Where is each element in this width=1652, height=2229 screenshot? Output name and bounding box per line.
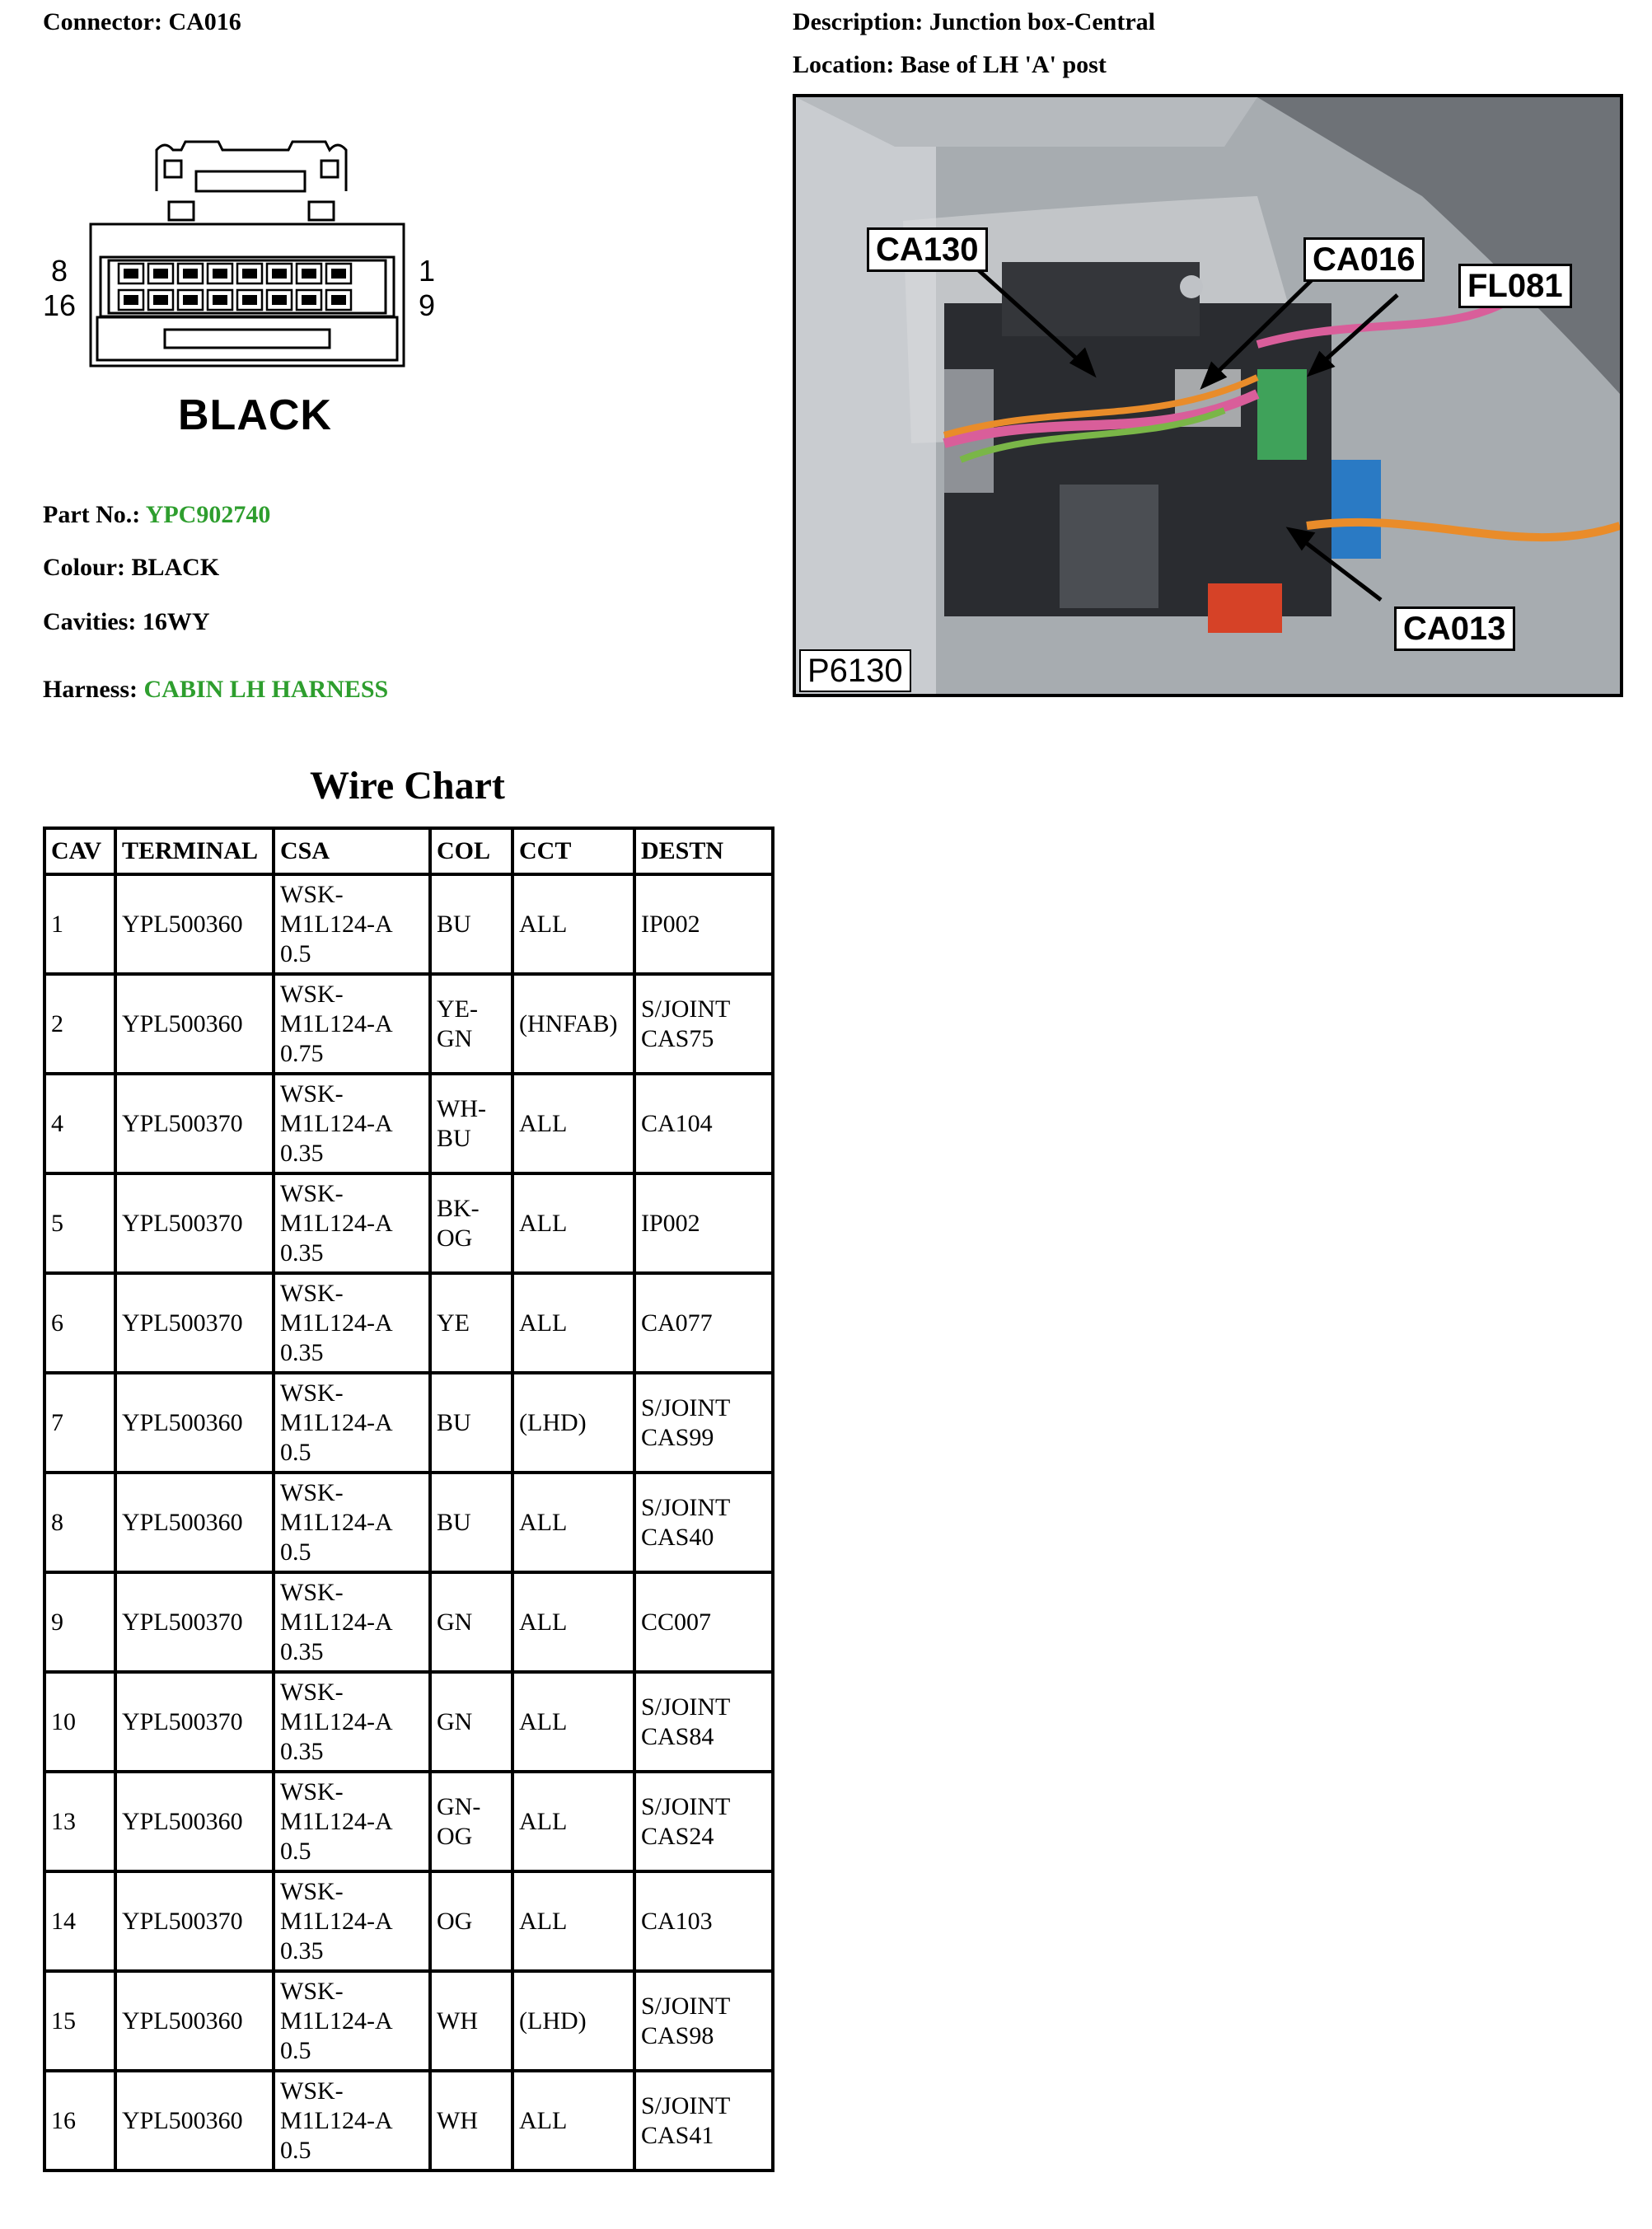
cell-col [430, 1672, 512, 1772]
wire-chart-title: Wire Chart [310, 764, 505, 808]
csa-line: M1L124-A [280, 1807, 393, 1835]
connector-line [43, 8, 241, 36]
cell-cct: ALL [512, 2071, 634, 2170]
destn-line: S/JOINT [641, 1493, 731, 1521]
colour-line [43, 554, 219, 582]
diagram-color-caption: BLACK [178, 391, 332, 439]
harness-link[interactable]: CABIN LH HARNESS [143, 676, 389, 703]
wire-row [44, 1473, 773, 1572]
cell-csa [274, 1273, 430, 1373]
col-line: BU [437, 1124, 471, 1152]
destn-line: IP002 [641, 910, 700, 938]
csa-line: WSK- [280, 1977, 344, 2005]
wire-row [44, 874, 773, 974]
col-line: YE- [437, 995, 478, 1023]
cell-terminal: YPL500360 [115, 1473, 274, 1572]
connector-label: Connector: [43, 8, 162, 35]
cell-destn [634, 1871, 773, 1971]
col-line: WH [437, 2007, 478, 2035]
cell-destn [634, 1772, 773, 1871]
csa-line: WSK- [280, 880, 344, 908]
cell-csa [274, 1871, 430, 1971]
col-line: OG [437, 1822, 473, 1850]
cell-cct: (LHD) [512, 1971, 634, 2071]
csa-line: 0.35 [280, 1139, 324, 1167]
photo-callout-ca016: CA016 [1303, 237, 1425, 282]
destn-line: CAS98 [641, 2021, 714, 2049]
cell-col [430, 2071, 512, 2170]
col-header-csa: CSA [274, 828, 430, 874]
part-no-line [43, 501, 270, 529]
wire-row [44, 1373, 773, 1473]
photo-illustration [796, 97, 1620, 694]
col-line: GN [437, 1608, 473, 1636]
csa-line: 0.35 [280, 1338, 324, 1366]
cell-csa [274, 974, 430, 1074]
wire-row [44, 1971, 773, 2071]
location-label: Location: [793, 51, 895, 78]
destn-line: S/JOINT [641, 995, 731, 1023]
wire-row [44, 1173, 773, 1273]
csa-line: M1L124-A [280, 1209, 393, 1237]
cell-cav: 9 [44, 1572, 115, 1672]
col-line: BU [437, 910, 471, 938]
csa-line: 0.35 [280, 1737, 324, 1765]
wire-table-body [44, 874, 773, 2170]
pin-label-top-left: 8 [51, 254, 68, 288]
cavities-line [43, 608, 209, 636]
destn-line: CAS99 [641, 1423, 714, 1451]
destn-line: CA077 [641, 1309, 713, 1337]
cell-cav: 1 [44, 874, 115, 974]
col-header-terminal: TERMINAL [115, 828, 274, 874]
csa-line: WSK- [280, 1578, 344, 1606]
description-line [793, 8, 1155, 36]
cell-terminal: YPL500370 [115, 1173, 274, 1273]
csa-line: 0.75 [280, 1039, 324, 1067]
cell-destn [634, 1074, 773, 1173]
cell-col [430, 1572, 512, 1672]
part-no-link[interactable]: YPC902740 [145, 501, 271, 528]
csa-line: 0.5 [280, 1837, 311, 1865]
csa-line: 0.5 [280, 2036, 311, 2064]
col-line: GN [437, 1024, 473, 1052]
cell-cct: ALL [512, 1772, 634, 1871]
pin-label-bottom-left: 16 [43, 288, 77, 322]
col-line: OG [437, 1224, 473, 1252]
cell-cct: (HNFAB) [512, 974, 634, 1074]
wire-row [44, 1871, 773, 1971]
harness-line [43, 676, 388, 704]
wire-row [44, 1074, 773, 1173]
cell-cav: 7 [44, 1373, 115, 1473]
col-header-col: COL [430, 828, 512, 874]
location-photo [793, 94, 1623, 697]
destn-line: S/JOINT [641, 1393, 731, 1421]
description-value: Junction box-Central [929, 8, 1155, 35]
destn-line: CA104 [641, 1109, 713, 1137]
destn-line: CAS41 [641, 2121, 714, 2149]
csa-line: M1L124-A [280, 1109, 393, 1137]
csa-line: 0.35 [280, 1936, 324, 1964]
cell-terminal: YPL500360 [115, 1971, 274, 2071]
col-line: YE [437, 1309, 470, 1337]
cell-destn [634, 1672, 773, 1772]
csa-line: M1L124-A [280, 1009, 393, 1037]
harness-label: Harness: [43, 676, 138, 703]
cell-cav: 2 [44, 974, 115, 1074]
cell-cav: 14 [44, 1871, 115, 1971]
cell-cav: 15 [44, 1971, 115, 2071]
cell-csa [274, 1473, 430, 1572]
col-line: BU [437, 1408, 471, 1436]
cell-terminal: YPL500360 [115, 1373, 274, 1473]
cell-cct: ALL [512, 1173, 634, 1273]
cell-csa [274, 1173, 430, 1273]
cell-csa [274, 874, 430, 974]
destn-line: S/JOINT [641, 1992, 731, 2020]
cell-terminal: YPL500370 [115, 1672, 274, 1772]
cell-cav: 4 [44, 1074, 115, 1173]
cell-cct: (LHD) [512, 1373, 634, 1473]
cell-cct: ALL [512, 1672, 634, 1772]
csa-line: WSK- [280, 1179, 344, 1207]
csa-line: M1L124-A [280, 1508, 393, 1536]
csa-line: 0.35 [280, 1637, 324, 1665]
cell-cav: 5 [44, 1173, 115, 1273]
cell-destn [634, 1473, 773, 1572]
destn-line: CAS75 [641, 1024, 714, 1052]
csa-line: 0.5 [280, 1438, 311, 1466]
destn-line: IP002 [641, 1209, 700, 1237]
cell-terminal: YPL500370 [115, 1572, 274, 1672]
col-line: BU [437, 1508, 471, 1536]
col-header-cav: CAV [44, 828, 115, 874]
cell-cct: ALL [512, 874, 634, 974]
cell-csa [274, 1373, 430, 1473]
photo-callout-fl081: FL081 [1458, 264, 1572, 308]
cell-cct: ALL [512, 1074, 634, 1173]
cell-col [430, 1373, 512, 1473]
cell-cav: 16 [44, 2071, 115, 2170]
csa-line: M1L124-A [280, 1907, 393, 1935]
cell-col [430, 1273, 512, 1373]
cell-destn [634, 1373, 773, 1473]
cell-terminal: YPL500370 [115, 1273, 274, 1373]
cell-col [430, 974, 512, 1074]
cell-destn [634, 1971, 773, 2071]
cell-csa [274, 1772, 430, 1871]
photo-callout-ca013: CA013 [1394, 606, 1515, 651]
col-line: OG [437, 1907, 473, 1935]
csa-line: WSK- [280, 1379, 344, 1407]
cell-cct: ALL [512, 1572, 634, 1672]
csa-line: M1L124-A [280, 2106, 393, 2134]
cell-terminal: YPL500370 [115, 1074, 274, 1173]
photo-ref: P6130 [799, 649, 911, 692]
cell-terminal: YPL500360 [115, 974, 274, 1074]
destn-line: S/JOINT [641, 1792, 731, 1820]
cell-terminal: YPL500360 [115, 2071, 274, 2170]
csa-line: M1L124-A [280, 1608, 393, 1636]
wire-chart-table [43, 827, 775, 2172]
cell-cct: ALL [512, 1273, 634, 1373]
cell-terminal: YPL500360 [115, 1772, 274, 1871]
cell-cav: 8 [44, 1473, 115, 1572]
wire-table-header-row [44, 828, 773, 874]
csa-line: WSK- [280, 1279, 344, 1307]
cell-csa [274, 2071, 430, 2170]
cell-csa [274, 1572, 430, 1672]
cell-col [430, 1473, 512, 1572]
csa-line: M1L124-A [280, 2007, 393, 2035]
part-no-label: Part No.: [43, 501, 141, 528]
destn-line: CAS40 [641, 1523, 714, 1551]
csa-line: M1L124-A [280, 910, 393, 938]
cell-col [430, 1772, 512, 1871]
connector-face-diagram [49, 132, 445, 379]
csa-line: WSK- [280, 1678, 344, 1706]
cell-destn [634, 974, 773, 1074]
cell-csa [274, 1074, 430, 1173]
location-value: Base of LH 'A' post [900, 51, 1107, 78]
destn-line: CC007 [641, 1608, 712, 1636]
col-line: WH [437, 2106, 478, 2134]
wire-row [44, 974, 773, 1074]
pin-label-bottom-right: 9 [419, 288, 436, 322]
cell-destn [634, 1173, 773, 1273]
destn-line: CA103 [641, 1907, 713, 1935]
cell-destn [634, 1572, 773, 1672]
wire-row [44, 1772, 773, 1871]
csa-line: M1L124-A [280, 1309, 393, 1337]
csa-line: WSK- [280, 1478, 344, 1506]
wire-row [44, 1273, 773, 1373]
col-line: GN [437, 1707, 473, 1735]
col-header-cct: CCT [512, 828, 634, 874]
cavities-label: Cavities: [43, 608, 137, 635]
csa-line: WSK- [280, 1877, 344, 1905]
cell-cav: 10 [44, 1672, 115, 1772]
cell-cav: 6 [44, 1273, 115, 1373]
colour-value: BLACK [131, 554, 220, 581]
cell-col [430, 1074, 512, 1173]
cell-destn [634, 1273, 773, 1373]
connector-value: CA016 [168, 8, 241, 35]
destn-line: CAS24 [641, 1822, 714, 1850]
col-line: BK- [437, 1194, 480, 1222]
cell-cct: ALL [512, 1871, 634, 1971]
pin-label-top-right: 1 [419, 254, 436, 288]
cell-col [430, 1871, 512, 1971]
cell-col [430, 1173, 512, 1273]
cell-destn [634, 2071, 773, 2170]
description-label: Description: [793, 8, 924, 35]
csa-line: WSK- [280, 2077, 344, 2105]
destn-line: S/JOINT [641, 1693, 731, 1721]
csa-line: M1L124-A [280, 1408, 393, 1436]
destn-line: CAS84 [641, 1722, 714, 1750]
photo-callout-ca130: CA130 [867, 227, 988, 272]
csa-line: 0.5 [280, 939, 311, 967]
wire-row [44, 2071, 773, 2170]
csa-line: 0.5 [280, 1538, 311, 1566]
cell-csa [274, 1672, 430, 1772]
csa-line: WSK- [280, 980, 344, 1008]
cell-col [430, 1971, 512, 2071]
col-line: GN- [437, 1792, 481, 1820]
location-line [793, 51, 1107, 79]
col-line: WH- [437, 1094, 486, 1122]
wire-row [44, 1672, 773, 1772]
wire-row [44, 1572, 773, 1672]
csa-line: M1L124-A [280, 1707, 393, 1735]
csa-line: WSK- [280, 1777, 344, 1805]
cell-col [430, 874, 512, 974]
cell-csa [274, 1971, 430, 2071]
csa-line: WSK- [280, 1079, 344, 1107]
cell-terminal: YPL500370 [115, 1871, 274, 1971]
colour-label: Colour: [43, 554, 125, 581]
csa-line: 0.35 [280, 1239, 324, 1267]
destn-line: S/JOINT [641, 2091, 731, 2119]
col-header-destn: DESTN [634, 828, 773, 874]
cell-cav: 13 [44, 1772, 115, 1871]
cell-destn [634, 874, 773, 974]
cell-cct: ALL [512, 1473, 634, 1572]
cell-terminal: YPL500360 [115, 874, 274, 974]
cavities-value: 16WY [142, 608, 210, 635]
csa-line: 0.5 [280, 2136, 311, 2164]
